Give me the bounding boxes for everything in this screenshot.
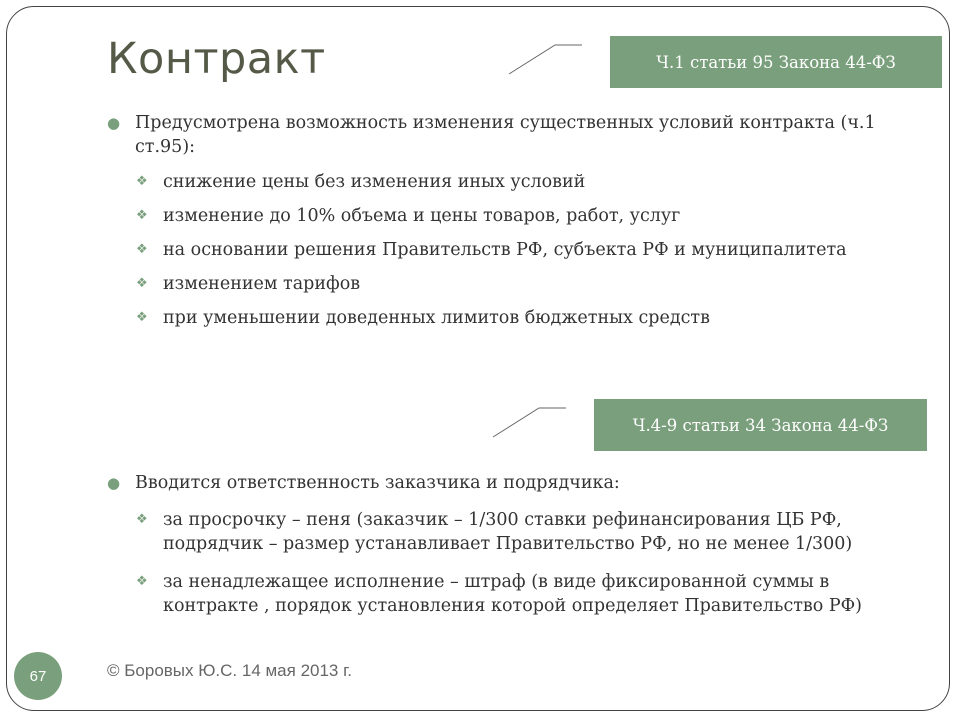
diamond-bullet-icon: ❖ bbox=[136, 174, 148, 189]
list-item bbox=[104, 508, 894, 556]
list-item bbox=[104, 570, 894, 618]
callout-label: Ч.1 статьи 95 Закона 44-ФЗ bbox=[656, 52, 896, 72]
list-item bbox=[104, 306, 894, 330]
diamond-bullet-icon: ❖ bbox=[136, 512, 148, 527]
diamond-bullet-icon: ❖ bbox=[136, 208, 148, 223]
section-text: Предусмотрена возможность изменения существенных условий контракта (ч.1 ст.95): bbox=[135, 113, 876, 157]
item-text: снижение цены без изменения иных условий bbox=[163, 172, 586, 192]
sub-list bbox=[104, 170, 894, 330]
diamond-bullet-icon: ❖ bbox=[136, 276, 148, 291]
callout-law-reference-1 bbox=[610, 36, 942, 88]
item-text: при уменьшении доведенных лимитов бюджетных средств bbox=[163, 308, 710, 328]
section-text: Вводится ответственность заказчика и подрядчика: bbox=[135, 473, 620, 493]
item-text: за ненадлежащее исполнение – штраф (в виде фиксированной суммы в контракте , порядок установления которой определяет Правительство РФ) bbox=[163, 572, 863, 616]
item-text: за просрочку – пеня (заказчик – 1/300 ставки рефинансирования ЦБ РФ, подрядчик – размер устанавливает Правительство РФ, но не менее 1/300) bbox=[163, 510, 853, 554]
item-text: на основании решения Правительств РФ, субъекта РФ и муниципалитета bbox=[163, 240, 847, 260]
page-number: 67 bbox=[29, 667, 47, 685]
bullet-dot-icon: ● bbox=[107, 474, 121, 492]
list-item bbox=[104, 471, 894, 495]
item-text: изменение до 10% объема и цены товаров, работ, услуг bbox=[163, 206, 681, 226]
sub-list bbox=[104, 508, 894, 618]
list-item bbox=[104, 204, 894, 228]
list-item bbox=[104, 238, 894, 262]
section-liability bbox=[104, 471, 894, 618]
item-text: изменением тарифов bbox=[163, 274, 361, 294]
diamond-bullet-icon: ❖ bbox=[136, 310, 148, 325]
footer-copyright: © Боровых Ю.С. 14 мая 2013 г. bbox=[107, 661, 352, 680]
page-number-badge bbox=[14, 652, 62, 700]
slide-title: Контракт bbox=[107, 34, 326, 84]
bullet-dot-icon: ● bbox=[107, 114, 121, 132]
section-contract-changes bbox=[104, 111, 894, 330]
diamond-bullet-icon: ❖ bbox=[136, 242, 148, 257]
diamond-bullet-icon: ❖ bbox=[136, 574, 148, 589]
list-item bbox=[104, 111, 894, 159]
list-item bbox=[104, 170, 894, 194]
list-item bbox=[104, 272, 894, 296]
callout-law-reference-2 bbox=[594, 399, 927, 451]
callout-label: Ч.4-9 статьи 34 Закона 44-ФЗ bbox=[632, 415, 889, 435]
